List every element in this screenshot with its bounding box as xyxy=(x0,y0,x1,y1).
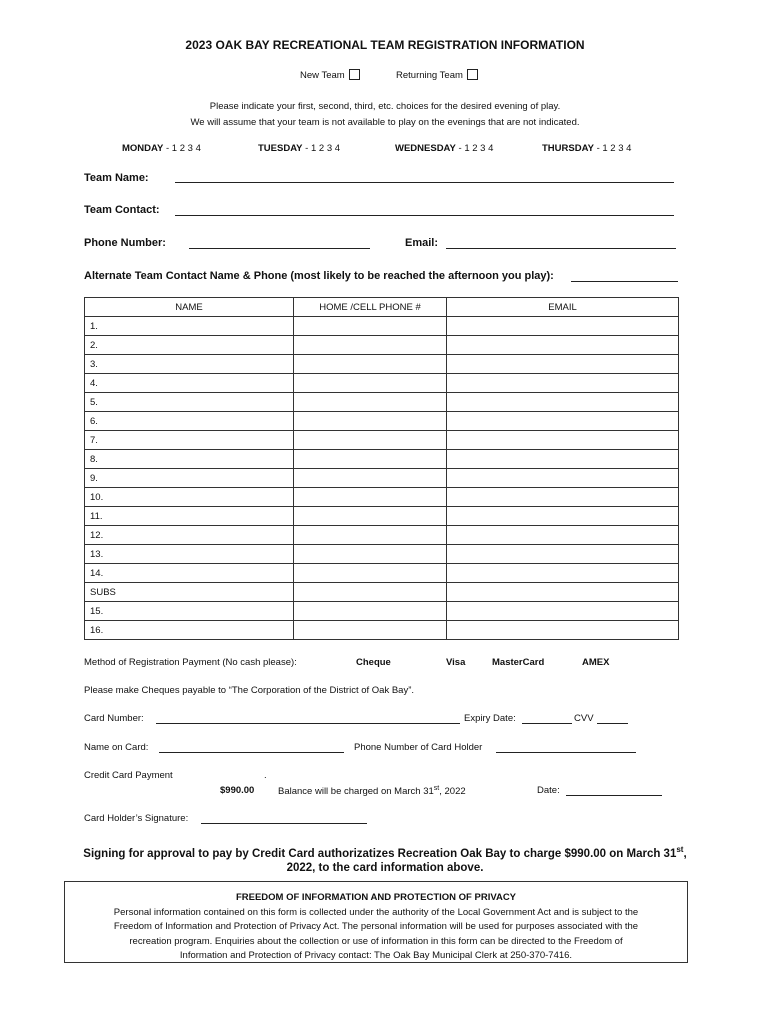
privacy-line: Freedom of Information and Protection of Privacy Act. The personal information will be used for purposes associated with the xyxy=(113,921,639,932)
form-title: 2023 OAK BAY RECREATIONAL TEAM REGISTRATION INFORMATION xyxy=(185,38,585,52)
roster-phone-cell[interactable] xyxy=(294,355,447,374)
roster-email-cell[interactable] xyxy=(447,450,679,469)
instruction-line-1: Please indicate your first, second, third, etc. choices for the desired evening of play. xyxy=(209,101,561,112)
roster-phone-cell[interactable] xyxy=(294,602,447,621)
instruction-line-2: We will assume that your team is not available to play on the evenings that are not indicated. xyxy=(190,117,580,128)
balance-note xyxy=(278,785,466,797)
day-choices: - 1 2 3 4 xyxy=(458,143,494,154)
day-label: WEDNESDAY xyxy=(395,143,456,154)
privacy-line: Information and Protection of Privacy contact: The Oak Bay Municipal Clerk at 250-370-7416. xyxy=(179,950,573,961)
approval-text: Signing for approval to pay by Credit Card authorizatizes Recreation Oak Bay to charge $990.00 on March 31 xyxy=(83,847,677,860)
date-field[interactable] xyxy=(566,784,662,796)
balance-text: Balance will be charged on March 31 xyxy=(278,786,434,798)
payment-cheque[interactable]: Cheque xyxy=(356,657,391,668)
roster-phone-cell[interactable] xyxy=(294,374,447,393)
roster-name-cell[interactable]: 12. xyxy=(85,526,294,545)
roster-email-cell[interactable] xyxy=(447,412,679,431)
roster-phone-cell[interactable] xyxy=(294,526,447,545)
table-row xyxy=(85,431,679,450)
roster-name-cell[interactable]: 15. xyxy=(85,602,294,621)
roster-phone-cell[interactable] xyxy=(294,545,447,564)
payment-mastercard[interactable]: MasterCard xyxy=(492,657,545,668)
roster-name-cell[interactable]: 16. xyxy=(85,621,294,640)
table-row xyxy=(85,374,679,393)
approval-line-2: 2022, to the card information above. xyxy=(286,862,484,874)
table-row xyxy=(85,621,679,640)
day-monday xyxy=(122,143,201,154)
team-contact-field[interactable] xyxy=(175,203,674,216)
roster-email-cell[interactable] xyxy=(447,621,679,640)
col-name: NAME xyxy=(85,298,294,317)
roster-email-cell[interactable] xyxy=(447,469,679,488)
day-thursday xyxy=(542,143,631,154)
table-row xyxy=(85,393,679,412)
returning-team-option[interactable] xyxy=(396,69,478,81)
approval-sup: st xyxy=(676,845,684,854)
day-tuesday xyxy=(258,143,340,154)
table-row xyxy=(85,507,679,526)
new-team-option[interactable] xyxy=(300,69,360,81)
cvv-label: CVV xyxy=(574,713,594,724)
alternate-contact-label: Alternate Team Contact Name & Phone (most likely to be reached the afternoon you play): xyxy=(84,270,554,282)
table-row xyxy=(85,488,679,507)
col-phone: HOME /CELL PHONE # xyxy=(294,298,447,317)
email-label: Email: xyxy=(405,237,439,249)
table-row xyxy=(85,564,679,583)
day-choices: - 1 2 3 4 xyxy=(305,143,341,154)
roster-email-cell[interactable] xyxy=(447,583,679,602)
roster-phone-cell[interactable] xyxy=(294,583,447,602)
roster-phone-cell[interactable] xyxy=(294,450,447,469)
new-team-checkbox[interactable] xyxy=(349,69,360,80)
card-holder-phone-field[interactable] xyxy=(496,741,636,753)
roster-email-cell[interactable] xyxy=(447,355,679,374)
roster-email-cell[interactable] xyxy=(447,526,679,545)
roster-name-cell[interactable]: 3. xyxy=(85,355,294,374)
table-row xyxy=(85,469,679,488)
email-field[interactable] xyxy=(446,236,676,249)
roster-name-cell[interactable]: 4. xyxy=(85,374,294,393)
roster-email-cell[interactable] xyxy=(447,317,679,336)
day-label: THURSDAY xyxy=(542,143,594,154)
table-row xyxy=(85,526,679,545)
card-number-field[interactable] xyxy=(156,712,460,724)
roster-name-cell[interactable]: 7. xyxy=(85,431,294,450)
roster-name-cell[interactable]: 1. xyxy=(85,317,294,336)
roster-name-cell[interactable]: 14. xyxy=(85,564,294,583)
roster-email-cell[interactable] xyxy=(447,507,679,526)
balance-sup: st xyxy=(433,785,440,792)
date-label: Date: xyxy=(537,785,560,796)
signature-field[interactable] xyxy=(201,812,367,824)
roster-email-cell[interactable] xyxy=(447,602,679,621)
returning-team-checkbox[interactable] xyxy=(467,69,478,80)
roster-name-cell[interactable]: 9. xyxy=(85,469,294,488)
roster-phone-cell[interactable] xyxy=(294,488,447,507)
roster-email-cell[interactable] xyxy=(447,431,679,450)
card-number-label: Card Number: xyxy=(84,713,144,724)
table-row xyxy=(85,602,679,621)
cc-payment-label: Credit Card Payment xyxy=(84,770,173,781)
roster-phone-cell[interactable] xyxy=(294,507,447,526)
payment-visa[interactable]: Visa xyxy=(446,657,466,668)
roster-phone-cell[interactable] xyxy=(294,621,447,640)
privacy-line: recreation program. Enquiries about the collection or use of information in this form can be directed to the Freedom of xyxy=(129,935,623,947)
cvv-field[interactable] xyxy=(597,712,628,724)
payment-amount: $990.00 xyxy=(220,785,255,796)
signature-label: Card Holder’s Signature: xyxy=(84,813,189,824)
roster-name-cell[interactable]: 13. xyxy=(85,545,294,564)
table-row xyxy=(85,583,679,602)
roster-name-cell[interactable]: 2. xyxy=(85,336,294,355)
alternate-contact-field[interactable] xyxy=(571,269,678,282)
day-choices: - 1 2 3 4 xyxy=(166,143,201,154)
roster-name-cell[interactable]: 10. xyxy=(85,488,294,507)
name-on-card-label: Name on Card: xyxy=(84,742,149,753)
phone-field[interactable] xyxy=(189,236,370,249)
roster-email-cell[interactable] xyxy=(447,393,679,412)
roster-name-cell[interactable]: SUBS xyxy=(85,583,294,602)
expiry-label: Expiry Date: xyxy=(464,713,516,724)
roster-email-cell[interactable] xyxy=(447,564,679,583)
expiry-field[interactable] xyxy=(522,712,572,724)
roster-phone-cell[interactable] xyxy=(294,431,447,450)
roster-email-cell[interactable] xyxy=(447,488,679,507)
roster-name-cell[interactable]: 11. xyxy=(85,507,294,526)
day-wednesday xyxy=(395,143,493,154)
roster-phone-cell[interactable] xyxy=(294,564,447,583)
new-team-label: New Team xyxy=(300,70,345,81)
roster-name-cell[interactable]: 5. xyxy=(85,393,294,412)
table-row xyxy=(85,412,679,431)
col-email: EMAIL xyxy=(447,298,679,317)
privacy-heading: FREEDOM OF INFORMATION AND PROTECTION OF PRIVACY xyxy=(235,892,517,903)
roster-table xyxy=(84,297,679,640)
day-choices: - 1 2 3 4 xyxy=(596,143,632,154)
privacy-line: Personal information contained on this form is collected under the authority of the Local Government Act and is subject to the xyxy=(113,906,639,918)
table-row xyxy=(85,336,679,355)
name-on-card-field[interactable] xyxy=(159,741,344,753)
payment-amex[interactable]: AMEX xyxy=(582,657,610,668)
team-name-label: Team Name: xyxy=(84,172,149,184)
returning-team-label: Returning Team xyxy=(396,70,463,81)
payment-method-label: Method of Registration Payment (No cash please): xyxy=(84,657,297,668)
day-label: TUESDAY xyxy=(258,143,303,154)
roster-email-cell[interactable] xyxy=(447,336,679,355)
day-label: MONDAY xyxy=(122,143,164,154)
roster-phone-cell[interactable] xyxy=(294,317,447,336)
roster-phone-cell[interactable] xyxy=(294,336,447,355)
phone-label: Phone Number: xyxy=(84,237,166,249)
card-holder-phone-label: Phone Number of Card Holder xyxy=(354,742,483,753)
table-row xyxy=(85,545,679,564)
table-row xyxy=(85,317,679,336)
roster-name-cell[interactable]: 6. xyxy=(85,412,294,431)
balance-year: , 2022 xyxy=(439,786,466,798)
roster-email-cell[interactable] xyxy=(447,374,679,393)
roster-phone-cell[interactable] xyxy=(294,393,447,412)
table-row xyxy=(85,450,679,469)
team-name-field[interactable] xyxy=(175,170,674,183)
roster-phone-cell[interactable] xyxy=(294,469,447,488)
privacy-notice xyxy=(64,881,688,963)
roster-name-cell[interactable]: 8. xyxy=(85,450,294,469)
approval-line-1 xyxy=(0,845,770,860)
approval-comma: , xyxy=(683,847,687,860)
table-row xyxy=(85,355,679,374)
roster-email-cell[interactable] xyxy=(447,545,679,564)
team-contact-label: Team Contact: xyxy=(84,204,160,216)
cc-dot: . xyxy=(264,770,267,781)
cheque-note: Please make Cheques payable to “The Corporation of the District of Oak Bay”. xyxy=(84,685,415,696)
roster-phone-cell[interactable] xyxy=(294,412,447,431)
